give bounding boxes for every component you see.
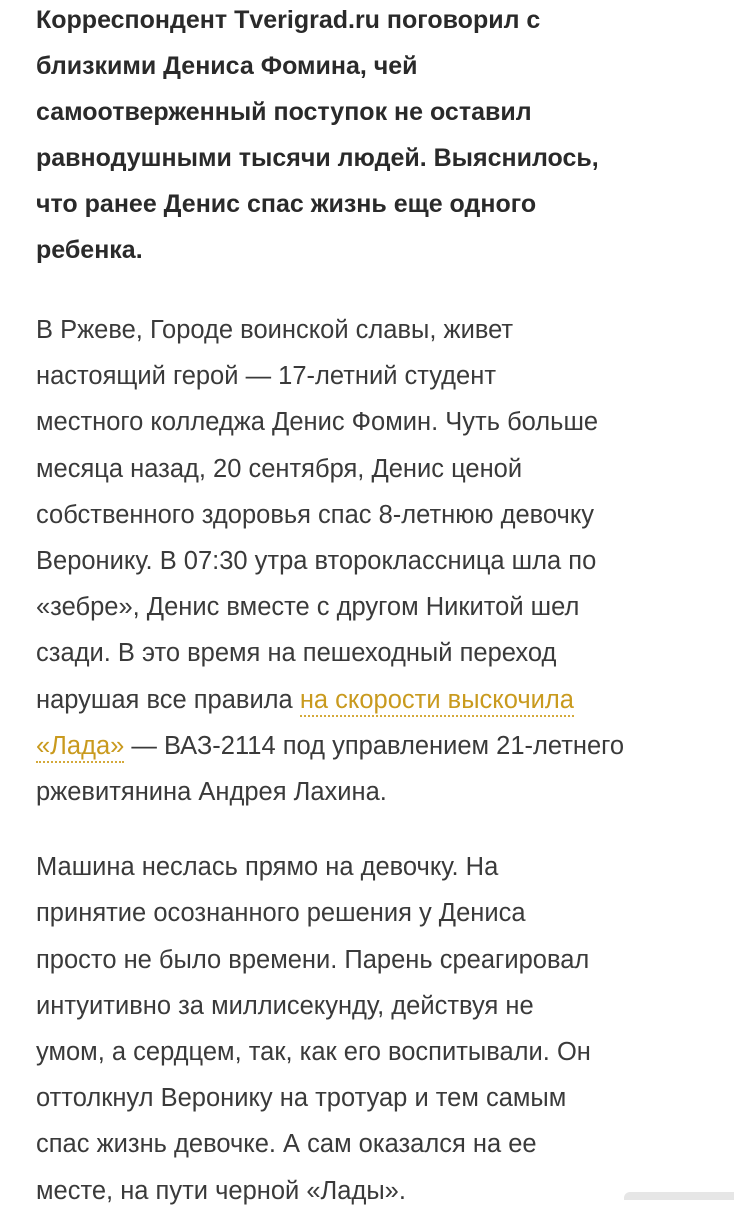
paragraph-line: интуитивно за миллисекунду, действуя не — [36, 991, 534, 1020]
paragraph-line: ржевитянина Андрея Лахина. — [36, 778, 387, 807]
article-link-part[interactable]: на скорости выскочила — [300, 686, 574, 717]
lead-line: самоотверженный поступок не оставил — [36, 98, 532, 126]
line-text: нарушая все правила — [36, 685, 300, 714]
lead-line: равнодушными тысячи людей. Выяснилось, — [36, 144, 599, 172]
paragraph-line: «зебре», Денис вместе с другом Никитой шел — [36, 593, 580, 622]
paragraph-line: местного колледжа Денис Фомин. Чуть больше — [36, 408, 599, 437]
paragraph-line: принятие осознанного решения у Дениса — [36, 899, 526, 928]
scroll-indicator — [624, 1192, 734, 1200]
paragraph-line: просто не было времени. Парень среагировал — [36, 945, 590, 974]
paragraph-line: спас жизнь девочке. А сам оказался на ее — [36, 1130, 537, 1159]
paragraph-line: Машина неслась прямо на девочку. На — [36, 853, 499, 882]
article-body — [36, 0, 708, 1214]
paragraph-line: Веронику. В 07:30 утра второклассница шла по — [36, 547, 597, 576]
paragraph-2 — [36, 844, 708, 1214]
lead-line: близкими Дениса Фомина, чей — [36, 52, 418, 80]
paragraph-line: настоящий герой — 17-летний студент — [36, 362, 496, 391]
paragraph-line: В Ржеве, Городе воинской славы, живет — [36, 316, 514, 344]
paragraph-line: месте, на пути черной «Лады». — [36, 1176, 406, 1205]
article-link-part[interactable]: «Лада» — [36, 732, 124, 763]
line-text: — ВАЗ-2114 под управлением 21-летнего — [124, 731, 625, 760]
paragraph-line: сзади. В это время на пешеходный переход — [36, 639, 557, 668]
paragraph-line — [36, 723, 708, 769]
lead-line: что ранее Денис спас жизнь еще одного — [36, 190, 537, 218]
paragraph-line: месяца назад, 20 сентября, Денис ценой — [36, 454, 523, 483]
article-lead — [36, 0, 708, 273]
lead-line: ребенка. — [36, 236, 143, 264]
paragraph-line: оттолкнул Веронику на тротуар и тем самым — [36, 1084, 567, 1113]
paragraph-1 — [36, 307, 708, 815]
lead-line: Корреспондент Tverigrad.ru поговорил с — [36, 6, 541, 34]
paragraph-line: умом, а сердцем, так, как его воспитывали. Он — [36, 1038, 591, 1067]
paragraph-line — [36, 677, 708, 723]
paragraph-line: собственного здоровья спас 8-летнюю девочку — [36, 500, 595, 529]
